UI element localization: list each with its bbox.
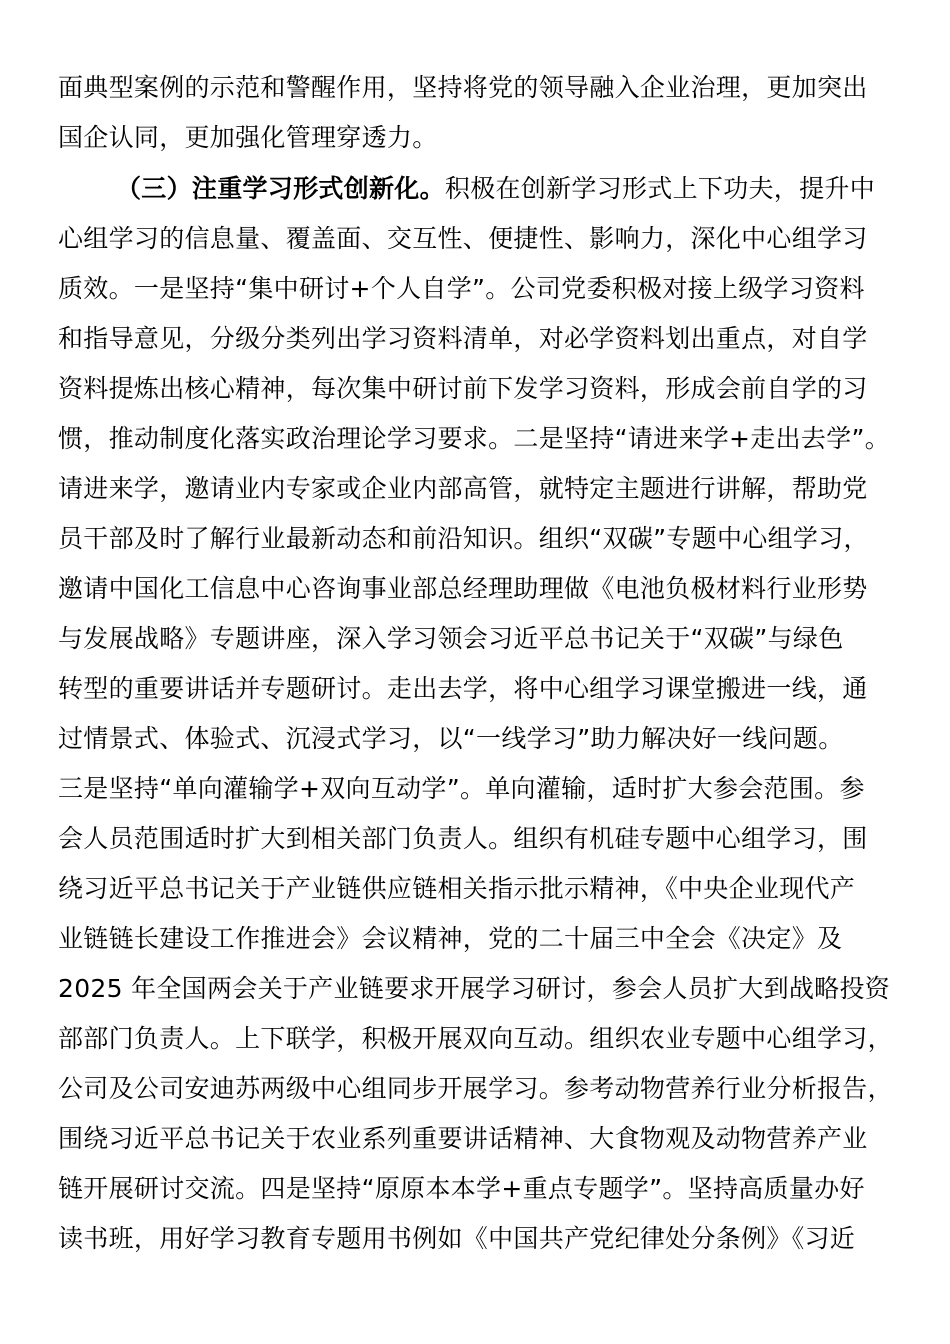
text-line: 公司及公司安迪苏两级中心组同步开展学习。参考动物营养行业分析报告， (58, 1074, 893, 1103)
text-line: 转型的重要讲话并专题研讨。走出去学，将中心组学习课堂搬进一线，通 (58, 674, 868, 703)
text-line: 读书班，用好学习教育专题用书例如《中国共产党纪律处分条例》《习近 (58, 1224, 856, 1253)
text-line: 业链链长建设工作推进会》会议精神，党的二十届三中全会《决定》及 (58, 924, 843, 953)
text-line: 员干部及时了解行业最新动态和前沿知识。组织“双碳”专题中心组学习， (58, 524, 869, 553)
text-line: 积极在创新学习形式上下功夫，提升中 (444, 174, 876, 203)
text-line: 请进来学，邀请业内专家或企业内部高管，就特定主题进行讲解，帮助党 (58, 474, 868, 503)
text-line: 和指导意见，分级分类列出学习资料清单，对必学资料划出重点，对自学 (58, 324, 868, 353)
text-line: 心组学习的信息量、覆盖面、交互性、便捷性、影响力，深化中心组学习 (58, 224, 868, 253)
text-line: 质效。一是坚持“集中研讨+个人自学”。公司党委积极对接上级学习资料 (58, 274, 865, 303)
text-line: 与发展战略》专题讲座，深入学习领会习近平总书记关于“双碳”与绿色 (58, 624, 844, 653)
text-line: 资料提炼出核心精神，每次集中研讨前下发学习资料，形成会前自学的习 (58, 374, 868, 403)
section-heading: （三）注重学习形式创新化。 (116, 174, 445, 203)
text-line: 三是坚持“单向灌输学+双向互动学”。单向灌输，适时扩大参会范围。参 (58, 774, 865, 803)
text-line: 2025 年全国两会关于产业链要求开展学习研讨，参会人员扩大到战略投资 (58, 974, 891, 1003)
text-line: 惯，推动制度化落实政治理论学习要求。二是坚持“请进来学+走出去学”。 (58, 424, 891, 453)
text-line: 链开展研讨交流。四是坚持“原原本本学+重点专题学”。坚持高质量办好 (58, 1174, 865, 1203)
text-line: 部部门负责人。上下联学，积极开展双向互动。组织农业专题中心组学习， (58, 1024, 893, 1053)
text-line: 围绕习近平总书记关于农业系列重要讲话精神、大食物观及动物营养产业 (58, 1124, 868, 1153)
text-line: 面典型案例的示范和警醒作用，坚持将党的领导融入企业治理，更加突出 (58, 73, 868, 102)
text-line: 过情景式、体验式、沉浸式学习，以“一线学习”助力解决好一线问题。 (58, 724, 844, 753)
text-line: 国企认同，更加强化管理穿透力。 (58, 123, 438, 152)
text-line: 邀请中国化工信息中心咨询事业部总经理助理做《电池负极材料行业形势 (58, 574, 868, 603)
paragraph-first-line (116, 169, 875, 209)
text-line: 绕习近平总书记关于产业链供应链相关指示批示精神，《中央企业现代产 (58, 874, 856, 903)
text-line: 会人员范围适时扩大到相关部门负责人。组织有机硅专题中心组学习，围 (58, 824, 868, 853)
